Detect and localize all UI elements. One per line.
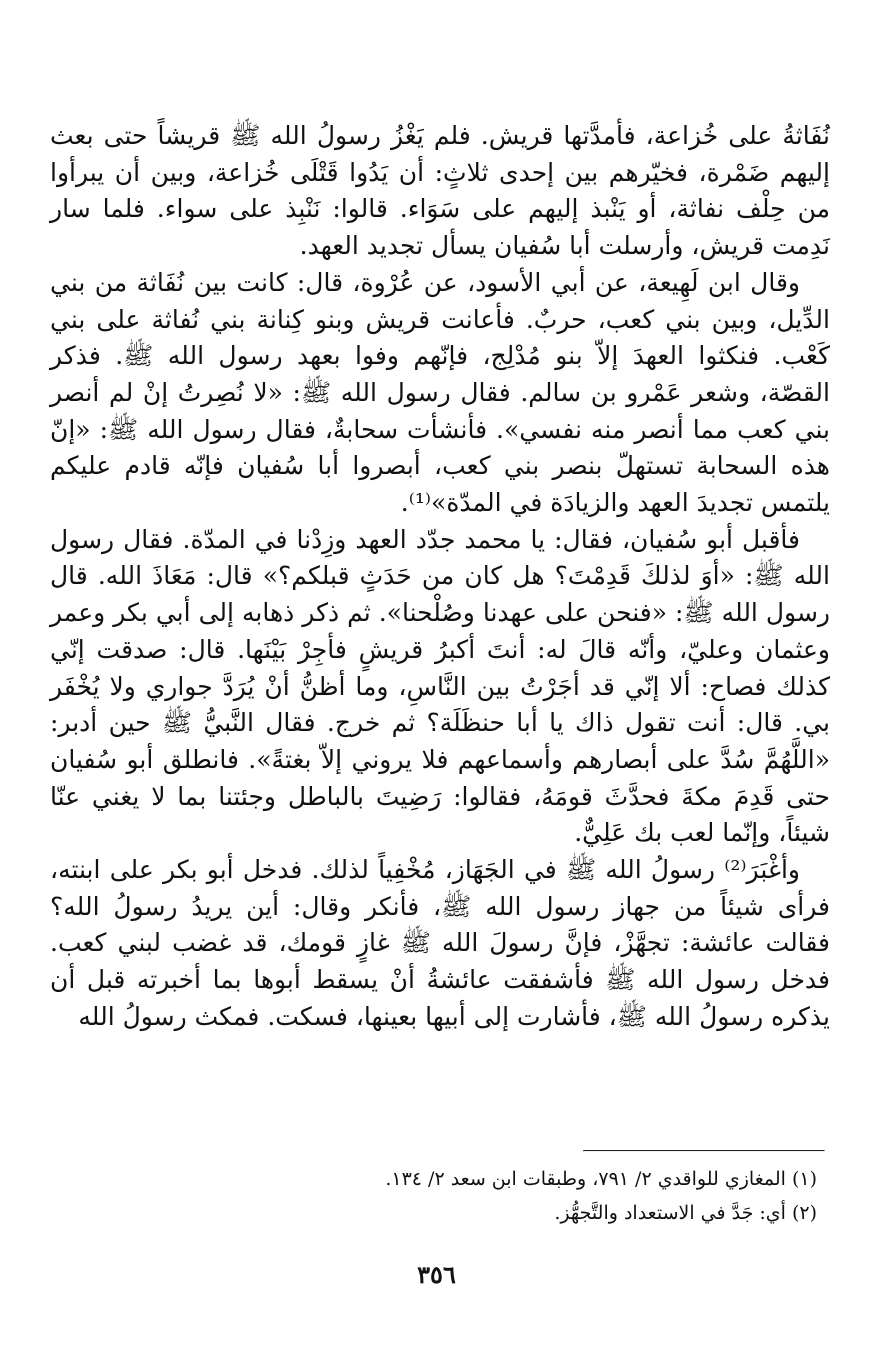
footnote-divider [583,1150,825,1152]
paragraph-1: نُفَاثةُ على خُزاعة، فأمدَّتها قريش. فلم يَغْزُ رسولُ الله ﷺ قريشاً حتى بعث إليهم ضَمْرة، فخيّرهم بين إحدى ثلاثٍ: أن يَدُوا قَتْلَى خُزاعة، وبين أن يبرأوا من حِلْف نفاثة، أو يَنْبذ إليهم على سَوَاء. قالوا: نَنْبِذ على سواء. فلما سار نَدِمت قريش، وأرسلت أبا سُفيان يسأل تجديد العهد. [50,121,830,261]
paragraph-4: وأغْبَرَ⁽²⁾ رسولُ الله ﷺ في الجَهَاز، مُخْفِياً لذلك. فدخل أبو بكر على ابنته، فرأى شيئاً من جهاز رسول الله ﷺ، فأنكر وقال: أين يريدُ رسولُ الله؟ فقالت عائشة: تجهَّزْ، فإنَّ رسولَ الله ﷺ غازٍ قومك، قد غضب لبني كعب. فدخل رسول الله ﷺ فأشفقت عائشةُ أنْ يسقط أبوها بما أخبرته قبل أن يذكره رسولُ الله ﷺ، فأشارت إلى أبيها بعينها، فسكت. فمكث رسولُ الله [50,855,830,1031]
page-body [50,118,830,1036]
footnote-2: (٢) أي: جَدَّ في الاستعداد والتَّجهُّز. [554,1202,817,1224]
footnotes [65,1162,825,1230]
paragraph-3: فأقبل أبو سُفيان، فقال: يا محمد جدّد العهد وزِدْنا في المدّة. فقال رسول الله ﷺ: «أوَ لذلكَ قَدِمْتَ؟ هل كان من حَدَثٍ قبلكم؟» قال: مَعَاذَ الله. قال رسول الله ﷺ: «فنحن على عهدنا وصُلْحنا». ثم ذكر ذهابه إلى أبي بكر وعمر وعثمان وعليّ، وأنّه قالَ له: أنتَ أكبرُ قريشٍ فأجِرْ بَيْنَها. قال: صدقت إنّي كذلك فصاح: ألا إنّي قد أجَرْتُ بين النَّاسِ، وما أظنُّ أنْ يُرَدَّ جواري ولا يُخْفَر بي. قال: أنت تقول ذاك يا أبا حنظَلَة؟ ثم خرج. فقال النَّبيُّ ﷺ حين أدبر: «اللَّهُمَّ سُدَّ على أبصارهم وأسماعهم فلا يروني إلاّ بغتةً». فانطلق أبو سُفيان حتى قَدِمَ مكةَ فحدَّثَ قومَهُ، فقالوا: رَضِيتَ بالباطل وجئتنا بما لا يغني عنّا شيئاً، وإنّما لعب بك عَلِيٌّ. [50,524,830,848]
page-number: ٣٥٦ [417,1260,456,1289]
paragraph-2: وقال ابن لَهِيعة، عن أبي الأسود، عن عُرْوة، قال: كانت بين نُفَاثة من بني الدِّيل، وبين بني كعب، حربٌ. فأعانت قريش وبنو كِنانة بني نُفاثة على بني كَعْب. فنكثوا العهدَ إلاّ بنو مُدْلِج، فإنّهم وفوا بعهد رسول الله ﷺ. فذكر القصّة، وشعر عَمْرو بن سالم. فقال رسول الله ﷺ: «لا نُصِرتُ إنْ لم أنصر بني كعب مما أنصر منه نفسي». فأنشأت سحابةٌ، فقال رسول الله ﷺ: «إنّ هذه السحابة تستهلّ بنصر بني كعب، أبصروا أبا سُفيان فإنّه قادم عليكم يلتمس تجديدَ العهد والزيادَة في المدّة»⁽¹⁾. [50,267,830,518]
body-text [50,118,830,1036]
footnote-1: (١) المغازي للواقدي ٢/ ٧٩١، وطبقات ابن سعد ٢/ ١٣٤. [385,1168,817,1190]
